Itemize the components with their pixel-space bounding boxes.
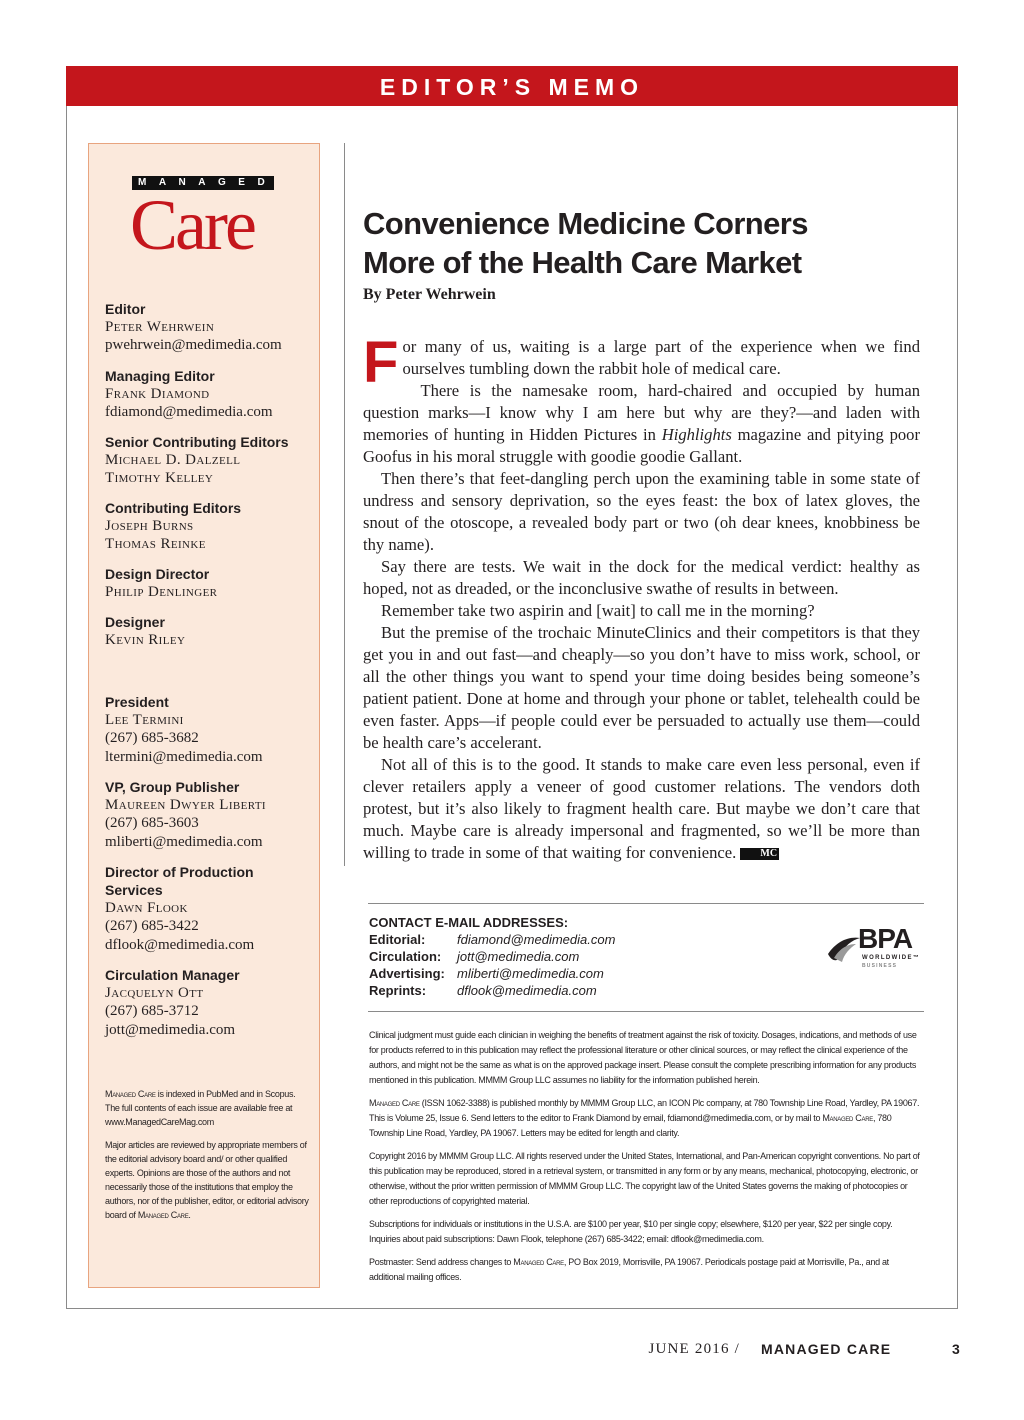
staff-email: mliberti@medimedia.com bbox=[105, 833, 263, 850]
staff-email: dflook@medimedia.com bbox=[105, 936, 255, 953]
staff-role: Design Director bbox=[105, 566, 210, 582]
staff-role: Circulation Manager bbox=[105, 967, 240, 983]
staff-name: Thomas Reinke bbox=[105, 536, 206, 552]
staff-role: Director of Production Services bbox=[105, 864, 254, 898]
indexing-text: is indexed in PubMed and in Scopus. The full contents of each issue are available free at www.ManagedCareMag.com bbox=[105, 1089, 296, 1127]
contact-row bbox=[369, 931, 615, 948]
pub-name-sc: Managed Care bbox=[369, 1098, 420, 1108]
staff-contributing-editors bbox=[105, 499, 310, 553]
contacts-title: CONTACT E-MAIL ADDRESSES: bbox=[369, 915, 569, 930]
contact-email: fdiamond@medimedia.com bbox=[457, 932, 616, 947]
pub-name-sc: Managed Care bbox=[513, 1257, 564, 1267]
divider-line bbox=[368, 903, 924, 904]
magazine-title: Highlights bbox=[661, 425, 732, 444]
divider-line bbox=[368, 1011, 924, 1012]
paragraph-text: There is the namesake room, hard-chaired and occupied by human question marks—I know why I am here but why are they?—and laden with memories of hunting in Hidden Pictures in bbox=[363, 381, 920, 444]
staff-phone: (267) 685-3712 bbox=[105, 1003, 199, 1019]
pub-name-sc: Managed Care bbox=[822, 1113, 873, 1123]
staff-circulation-manager bbox=[105, 966, 310, 1039]
indexing-note bbox=[105, 1087, 311, 1129]
subscriptions: Subscriptions for individuals or institutions in the U.S.A. are $100 per year, $10 per single copy; elsewhere, $120 per year, $22 per single copy. Inquiries about paid subscriptions: Dawn Flook, telephone (267) 685-3422; email: dflook@medimedia.com. bbox=[369, 1219, 893, 1244]
publication-text: , 780 Township Line Road, Yardley, PA 19067. Letters may be edited for length and clarity. bbox=[369, 1113, 892, 1138]
bpa-worldwide: WORLDWIDE™ bbox=[862, 955, 921, 961]
staff-email: fdiamond@medimedia.com bbox=[105, 403, 273, 420]
headline-line-1: Convenience Medicine Corners bbox=[363, 206, 808, 241]
footer-date: JUNE 2016 / bbox=[648, 1341, 740, 1357]
pub-name-sc: Managed Care bbox=[137, 1210, 189, 1220]
contact-email: dflook@medimedia.com bbox=[457, 983, 597, 998]
staff-name: Peter Wehrwein bbox=[105, 319, 215, 335]
staff-role: Managing Editor bbox=[105, 367, 215, 384]
staff-role: President bbox=[105, 694, 169, 710]
publication-info bbox=[369, 1096, 925, 1141]
paragraph-text: or many of us, waiting is a large part of the experience when we find ourselves tumbling down the rabbit hole of medical care. bbox=[402, 337, 920, 378]
publication-text: (ISSN 1062-3388) is published monthly by MMMM Group LLC, an ICON Plc company, at 780 Township Line Road, Yardley, PA 19067. This is Volume 25, Issue 6. Send letters to the editor to Frank Diamond by email, fdiamond@medimedia.com, or by mail to bbox=[369, 1098, 920, 1123]
contact-email: mliberti@medimedia.com bbox=[457, 966, 604, 981]
column-divider bbox=[344, 143, 345, 866]
paragraph: Say there are tests. We wait in the dock for the medical verdict: healthy as hoped, not as dreaded, or the inconclusive swathe of results in between. bbox=[363, 557, 920, 598]
staff-vp-group-publisher bbox=[105, 778, 310, 851]
paragraph bbox=[363, 380, 920, 468]
paragraph: Remember take two aspirin and [wait] to call me in the morning? bbox=[381, 601, 815, 620]
staff-name: Maureen Dwyer Liberti bbox=[105, 797, 266, 813]
staff-design-director bbox=[105, 565, 310, 601]
pub-name-sc: Managed Care bbox=[105, 1089, 156, 1099]
contact-label: Advertising: bbox=[369, 966, 445, 981]
postmaster-text: , PO Box 2019, Morrisville, PA 19067. Periodicals postage paid at Morrisville, Pa., and at additional mailing offices. bbox=[369, 1257, 889, 1282]
staff-name: Frank Diamond bbox=[105, 385, 210, 402]
paragraph bbox=[363, 330, 920, 395]
review-note bbox=[105, 1138, 311, 1222]
staff-name: Michael D. Dalzell bbox=[105, 452, 241, 468]
contact-email: jott@medimedia.com bbox=[457, 949, 580, 964]
staff-phone: (267) 685-3682 bbox=[105, 730, 199, 746]
staff-role: Senior Contributing Editors bbox=[105, 434, 289, 450]
sidebar-note bbox=[105, 1087, 311, 1231]
contact-row bbox=[369, 948, 615, 965]
staff-name: Kevin Riley bbox=[105, 632, 186, 648]
staff-name: Dawn Flook bbox=[105, 900, 188, 916]
paragraph: But the premise of the trochaic MinuteClinics and their competitors is that they get you in and out fast—and cheaply—so you don’t have to miss work, school, or all the other things you want to spend your time doing besides being someone’s patient patient. Done at home and through your phone or tablet, telehealth could be even faster. Apps—if people could ever be persuaded to actually use them—could be health care’s accelerant. bbox=[363, 623, 920, 752]
staff-role: Contributing Editors bbox=[105, 500, 242, 516]
contact-label: Reprints: bbox=[369, 983, 427, 998]
staff-email: pwehrwein@medimedia.com bbox=[105, 337, 282, 353]
logo-managed-bar: MANAGED bbox=[132, 176, 274, 190]
copyright: Copyright 2016 by MMMM Group LLC. All rights reserved under the United States, International, and Pan-American copyright conventions. No part of this publication may be reproduced, stored in a retrieval system, or transmitted in any form or by any means, mechanical, photocopying, electronic, or otherwise, without the prior written permission of MMMM Group LLC. The copyright law of the United States governs the making of photocopies or other reproductions of copyrighted material. bbox=[369, 1151, 920, 1206]
staff-name: Joseph Burns bbox=[105, 518, 194, 534]
bpa-business: BUSINESS bbox=[862, 963, 898, 969]
staff-phone: (267) 685-3603 bbox=[105, 815, 199, 831]
contact-row bbox=[369, 982, 615, 999]
page-footer bbox=[0, 1341, 1024, 1361]
article-body bbox=[363, 330, 920, 864]
paragraph-text: Not all of this is to the good. It stands to make care even less personal, even if clever retailers apply a veneer of good customer relations. The vendors doth protest, but it’s also likely to fragment health care. But maybe we don’t care that much. Maybe care is already impersonal and fragmented, so we’ll be more than willing to trade in some of that waiting for convenience. bbox=[363, 755, 920, 862]
postmaster-text: Postmaster: Send address changes to bbox=[369, 1257, 514, 1267]
staff-designer bbox=[105, 613, 310, 649]
page-number: 3 bbox=[952, 1341, 960, 1357]
footer-publication: MANAGED CARE bbox=[761, 1341, 892, 1357]
paragraph bbox=[363, 754, 920, 864]
fine-print bbox=[369, 1028, 925, 1293]
drop-cap: F bbox=[363, 330, 399, 395]
staff-email: ltermini@medimedia.com bbox=[105, 748, 263, 765]
staff-role: VP, Group Publisher bbox=[105, 779, 240, 795]
staff-email: jott@medimedia.com bbox=[105, 1021, 236, 1038]
staff-editor bbox=[105, 300, 310, 355]
disclaimer: Clinical judgment must guide each clinician in weighing the benefits of treatment against the risk of toxicity. Dosages, indications, and methods of use for products referred to in this publication may reflect the professional literature or other clinical sources, or may reflect the clinical experience of the authors, and might not be the same as what is on the approved package insert. Please consult the complete prescribing information for any products mentioned in this publication. MMMM Group LLC assumes no liability for the information published herein. bbox=[369, 1030, 917, 1085]
logo-care-wordmark: Care bbox=[130, 185, 254, 265]
staff-name: Timothy Kelley bbox=[105, 470, 214, 486]
contact-emails bbox=[369, 914, 615, 999]
staff-name: Jacquelyn Ott bbox=[105, 985, 204, 1001]
staff-name: Philip Denlinger bbox=[105, 584, 218, 600]
staff-list bbox=[105, 300, 310, 1051]
staff-phone: (267) 685-3422 bbox=[105, 918, 199, 934]
staff-director-production bbox=[105, 863, 310, 954]
section-banner: EDITOR’S MEMO bbox=[66, 66, 958, 106]
staff-role: Designer bbox=[105, 614, 165, 630]
staff-role: Editor bbox=[105, 301, 146, 317]
article-headline bbox=[363, 204, 923, 282]
staff-managing-editor bbox=[105, 367, 310, 422]
contact-row bbox=[369, 965, 615, 982]
contact-label: Circulation: bbox=[369, 949, 442, 964]
review-end: . bbox=[188, 1210, 191, 1220]
paragraph-text: magazine and pitying poor Goofus in his moral struggle with goodie goodie Gallant. bbox=[363, 425, 920, 466]
postmaster bbox=[369, 1255, 925, 1285]
staff-president bbox=[105, 693, 310, 766]
end-mark: MC bbox=[740, 848, 779, 860]
headline-line-2: More of the Health Care Market bbox=[363, 245, 802, 280]
byline: By Peter Wehrwein bbox=[363, 286, 496, 303]
bpa-logo: BPA bbox=[858, 923, 913, 954]
review-text: Major articles are reviewed by appropriate members of the editorial advisory board and/ or other qualified experts. Opinions are those of the authors and not necessarily those of the institutions that employ the authors, nor of the publisher, editor, or editorial advisory board of bbox=[105, 1140, 309, 1220]
paragraph: Then there’s that feet-dangling perch upon the examining table in some state of undress and sensory deprivation, so the eyes feast: the box of latex gloves, the snout of the otoscope, a revealed body part or two (oh dear knees, knobbiness be thy name). bbox=[363, 469, 920, 554]
contact-label: Editorial: bbox=[369, 932, 426, 947]
staff-senior-contributing-editors bbox=[105, 433, 310, 487]
staff-name: Lee Termini bbox=[105, 712, 184, 728]
